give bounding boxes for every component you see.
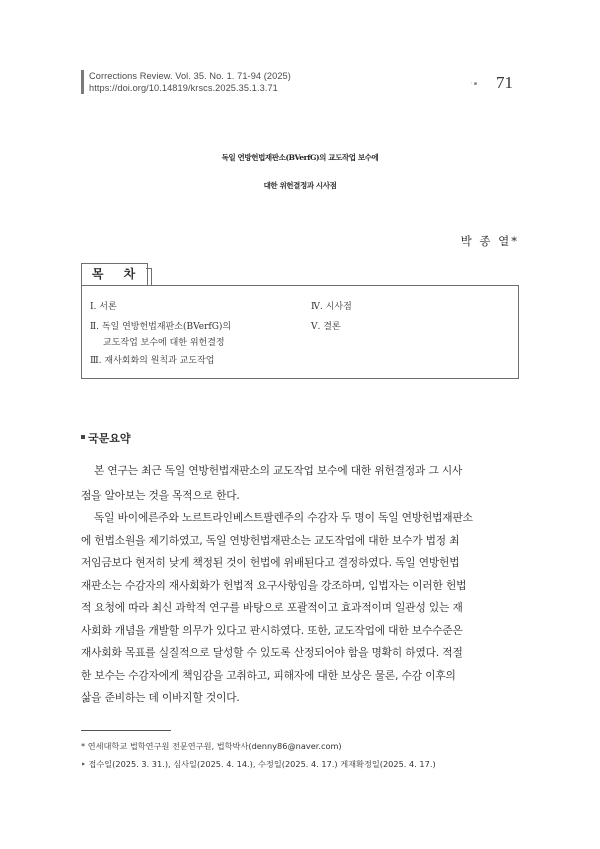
abstract-line: 적 요청에 따라 최신 과학적 연구를 바탕으로 포괄적이고 효과적이며 일관성 있는 재 [81,601,463,614]
footnote-dates: ‣ 접수일(2025. 3. 31.), 심사일(2025. 4. 14.), 수정일(2025. 4. 17.) 게재확정일(2025. 4. 17.) [81,759,436,769]
footnote-affiliation: * 연세대학교 법학연구원 전문연구원, 법학박사(denny86@naver.com) [81,741,342,751]
abstract-bullet-icon [81,435,85,439]
abstract-line: 삶을 준비하는 데 이바지할 것이다. [81,691,240,704]
table-of-contents [81,285,519,379]
page-mark: ㆍ■ [469,81,477,87]
journal-citation: Corrections Review. Vol. 35. No. 1. 71-94 (2025) [89,71,291,81]
abstract-line: 점을 알아보는 것을 목적으로 한다. [81,489,240,502]
paper-title-line-1: 독일 연방헌법재판소(BVerfG)의 교도작업 보수에 [221,153,379,162]
toc-item-bverfg-decision: Ⅱ. 독일 연방헌법재판소(BVerfG)의 [90,322,232,332]
toc-item-introduction: Ⅰ. 서론 [90,302,117,312]
doi-link[interactable]: https://doi.org/10.14819/krscs.2025.35.1.3.71 [89,83,278,93]
abstract-line: 재판소는 수감자의 재사회화가 헌법적 요구사항임을 강조하며, 입법자는 이러한 헌법 [81,579,467,592]
author-name: 박 종 열* [460,234,519,248]
page-number: 71 [496,73,513,92]
abstract-line: 독일 바이에른주와 노르트라인베스트팔렌주의 수감자 두 명이 독일 연방헌법재판소 [94,511,473,524]
abstract-line: 에 헌법소원을 제기하였고, 독일 연방헌법재판소는 교도작업에 대한 보수가 법정 최 [81,534,460,547]
footnote-rule [81,730,171,731]
toc-item-resocialization: Ⅲ. 재사회화의 원칙과 교도작업 [90,356,215,366]
toc-label: 목 차 [81,263,148,285]
header-rule [81,70,84,94]
abstract-line: 사회화 개념을 개발할 의무가 있다고 판시하였다. 또한, 교도작업에 대한 보수수준은 [81,624,463,637]
toc-label-tab [146,268,152,285]
toc-item-conclusion: Ⅴ. 결론 [311,322,341,332]
abstract-line: 저임금보다 현저히 낮게 책정된 것이 헌법에 위배된다고 결정하였다. 독일 연방헌법 [81,556,460,569]
paper-title-line-2: 대한 위헌결정과 시사점 [263,181,337,190]
abstract-line: 본 연구는 최근 독일 연방헌법재판소의 교도작업 보수에 대한 위헌결정과 그 시사 [94,464,463,477]
toc-item-bverfg-decision-cont: 교도작업 보수에 대한 위헌결정 [103,338,225,348]
abstract-line: 재사회화 목표를 실질적으로 달성할 수 있도록 산정되어야 함을 명확히 하였다. 적절 [81,646,463,659]
abstract-heading: 국문요약 [88,432,131,445]
abstract-line: 한 보수는 수감자에게 책임감을 고취하고, 피해자에 대한 보상은 물론, 수감 이후의 [81,669,456,682]
toc-item-implications: Ⅳ. 시사점 [311,302,352,312]
